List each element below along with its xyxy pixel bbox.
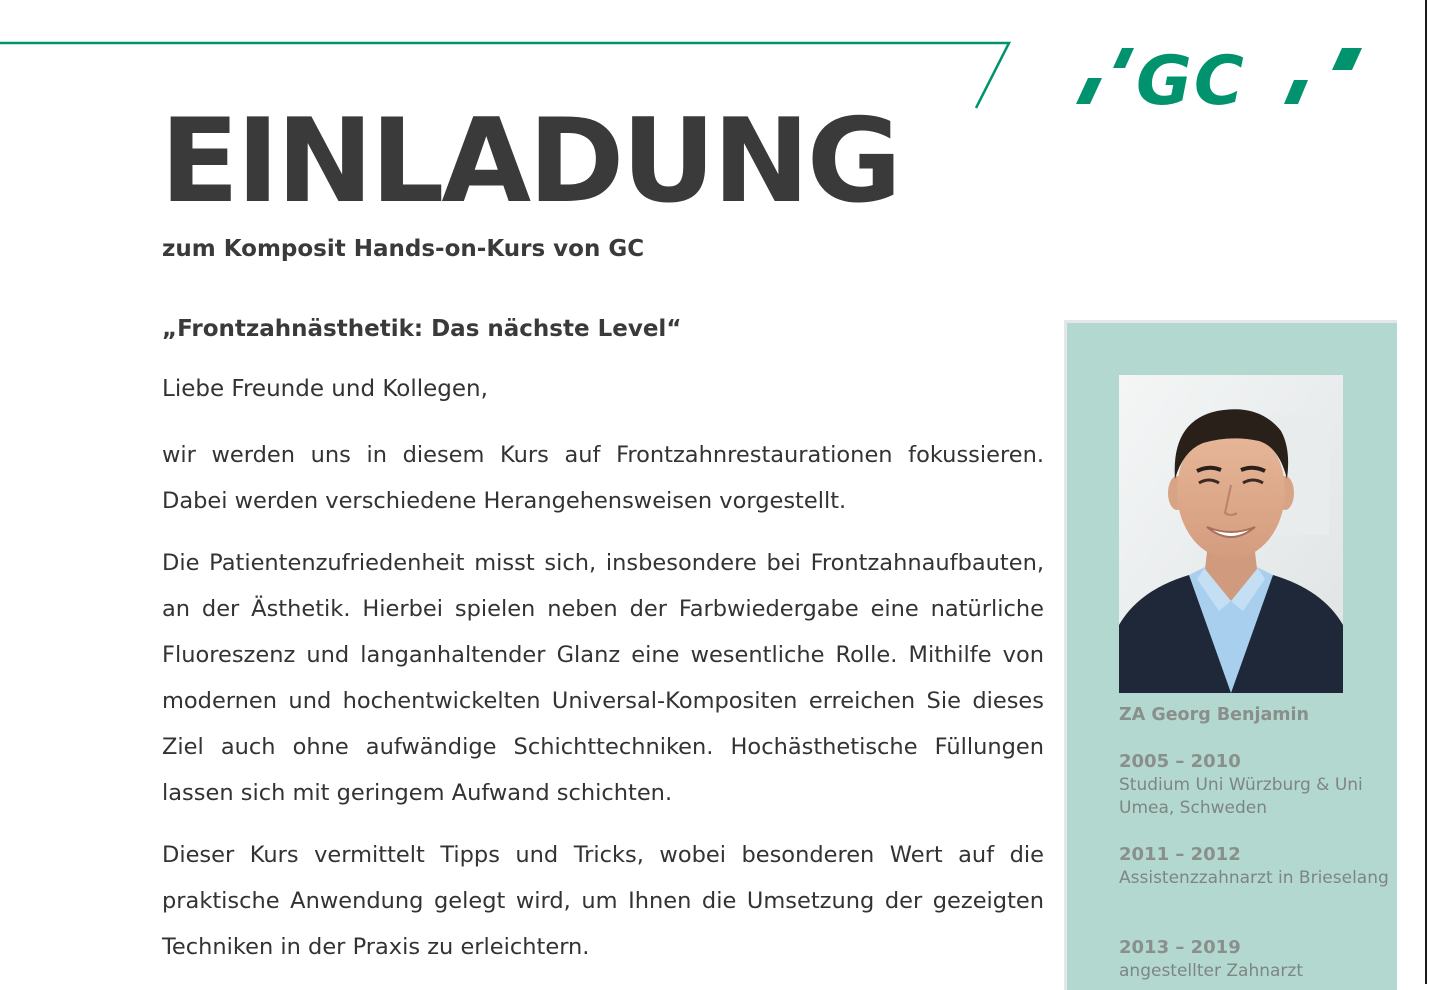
logo-text: GC [1136,42,1246,112]
cv-entry [1119,750,1389,820]
paragraph-aesthetics: Die Patientenzufriedenheit misst sich, insbesondere bei Frontzahnaufbauten, an der Ästhetik. Hierbei spielen neben der Farbwiedergabe eine natürliche Fluoreszenz und langanhaltender Glanz eine wesentliche Rolle. Mithilfe von modernen und hochentwickelten Universal-Kompositen erreichen Sie dieses Ziel auch ohne aufwändige Schichttechniken. Hochästhetische Füllungen lassen sich mit geringem Aufwand schichten. [162,550,1044,806]
cv-years: 2013 – 2019 [1119,937,1241,958]
paragraph-tips: Dieser Kurs vermittelt Tipps und Tricks, wobei besonderen Wert auf die praktische Anwendung gelegt wird, um Ihnen die Umsetzung der gezeigten Techniken in der Praxis zu erleichtern. [162,842,1044,960]
greeting: Liebe Freunde und Kollegen, [162,376,488,402]
cv-description: angestellter Zahnarzt [1119,961,1303,981]
course-title: „Frontzahnästhetik: Das nächste Level“ [162,316,682,342]
gc-logo [1072,40,1364,112]
page-title: EINLADUNG [160,94,899,229]
page-edge [1425,0,1427,984]
cv-years: 2011 – 2012 [1119,844,1241,865]
page-subtitle: zum Komposit Hands-on-Kurs von GC [162,236,645,262]
speaker-name: ZA Georg Benjamin [1119,705,1309,725]
cv-entry [1119,936,1389,983]
paragraph-intro: wir werden uns in diesem Kurs auf Frontzahnrestaurationen fokussieren. Dabei werden verschiedene Herangehensweisen vorgestellt. [162,442,1044,514]
cv-years: 2005 – 2010 [1119,751,1241,772]
speaker-portrait-icon [1119,375,1343,693]
cv-description: Studium Uni Würzburg & Uni Umea, Schweden [1119,775,1363,818]
cv-description: Assistenzzahnarzt in Brieselang [1119,868,1389,888]
cv-entry [1119,843,1389,890]
